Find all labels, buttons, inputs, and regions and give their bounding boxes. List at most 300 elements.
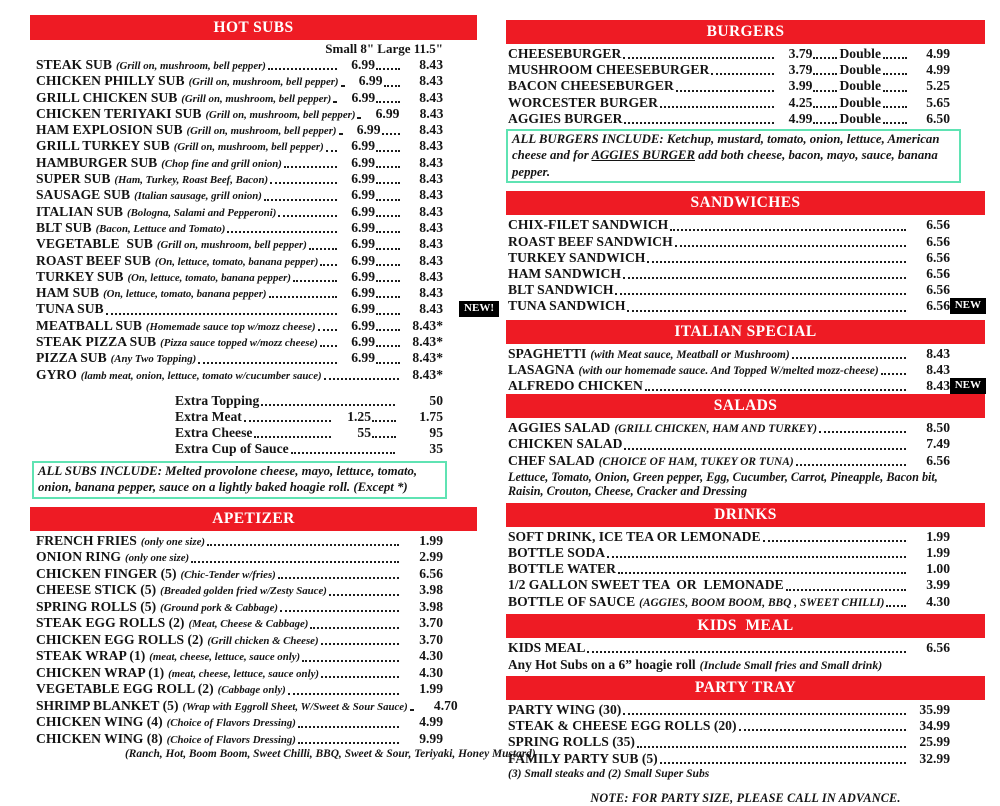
price-large: 8.43 bbox=[419, 105, 444, 121]
price: 35 bbox=[429, 440, 443, 456]
price-large: 8.43 bbox=[419, 171, 443, 187]
item-name: ROAST BEEF SUB bbox=[36, 252, 151, 268]
menu-column-left bbox=[30, 0, 536, 773]
price: 34.99 bbox=[919, 718, 950, 734]
dotted-leader bbox=[329, 594, 399, 596]
kids-note-detail: (Include Small fries and Small drink) bbox=[699, 658, 883, 672]
apetizer-list bbox=[30, 533, 477, 748]
dotted-leader bbox=[291, 452, 395, 454]
item-description: (Pizza sauce topped w/mozz cheese) bbox=[160, 337, 318, 350]
dotted-leader bbox=[711, 73, 774, 75]
price: 4.30 bbox=[419, 664, 443, 680]
dotted-leader bbox=[587, 651, 906, 653]
new-badge: NEW! bbox=[459, 301, 499, 317]
item-name: TURKEY SUB bbox=[36, 268, 124, 284]
item-name: BACON CHEESEBURGER bbox=[508, 78, 674, 94]
item-description: (Grill on, mushroom, bell pepper) bbox=[156, 239, 307, 252]
price-small: 6.99 bbox=[351, 252, 375, 268]
price: 2.99 bbox=[419, 549, 443, 565]
menu-item-row bbox=[30, 533, 477, 550]
dotted-leader bbox=[624, 448, 906, 450]
dotted-leader bbox=[280, 610, 399, 612]
double-label: Double bbox=[839, 94, 881, 110]
burgers-list bbox=[506, 46, 985, 127]
item-name: ONION RING bbox=[36, 549, 121, 565]
price: 1.99 bbox=[419, 681, 443, 697]
item-description: (meat, cheese, lettuce, sauce only) bbox=[168, 667, 319, 680]
dotted-leader bbox=[739, 729, 907, 731]
section-apetizer bbox=[30, 507, 536, 762]
menu-item-row bbox=[30, 698, 477, 715]
price: 8.43 bbox=[926, 345, 950, 361]
menu-item-row bbox=[30, 714, 477, 731]
item-name: BLT SANDWICH bbox=[508, 282, 614, 298]
price: 7.49 bbox=[926, 436, 950, 452]
price-large: 8.43* bbox=[412, 317, 443, 333]
price: 9.99 bbox=[419, 730, 443, 746]
dotted-leader bbox=[198, 362, 337, 364]
menu-item-row bbox=[30, 73, 477, 89]
menu-item-row bbox=[506, 362, 985, 378]
dotted-leader bbox=[309, 248, 337, 250]
item-name: CHICKEN WRAP (1) bbox=[36, 664, 165, 680]
menu-item-row bbox=[506, 561, 985, 577]
dotted-leader bbox=[284, 166, 337, 168]
item-name: KIDS MEAL bbox=[508, 639, 586, 655]
item-description: (Meat, Cheese & Cabbage) bbox=[188, 618, 309, 631]
item-name: BOTTLE SODA bbox=[508, 545, 606, 561]
dotted-leader bbox=[883, 122, 907, 124]
dotted-leader bbox=[376, 231, 400, 233]
item-description: (with our homemade sauce. And Topped W/melted mozz-cheese) bbox=[578, 364, 879, 377]
dotted-leader bbox=[293, 280, 337, 282]
section-kids-meal bbox=[506, 614, 985, 674]
dotted-leader bbox=[268, 68, 337, 70]
item-description: (On, lettuce, tomato, banana pepper) bbox=[103, 288, 267, 301]
dotted-leader bbox=[786, 589, 906, 591]
item-description: (CHOICE OF HAM, TUKEY OR TUNA) bbox=[598, 455, 794, 468]
menu-item-row bbox=[30, 318, 477, 334]
menu-item-row bbox=[175, 409, 443, 425]
dotted-leader bbox=[376, 313, 400, 315]
menu-item-row bbox=[175, 425, 443, 441]
dotted-leader bbox=[321, 643, 399, 645]
party-sub-detail-note: (3) Small steaks and (2) Small Super Subs bbox=[508, 766, 710, 780]
price-small: 6.99 bbox=[351, 285, 375, 301]
price-small: 6.99 bbox=[358, 73, 383, 89]
item-name: LASAGNA bbox=[508, 361, 575, 377]
all-burgers-include-note bbox=[506, 129, 961, 184]
hot-subs-header: HOT SUBS bbox=[30, 15, 477, 40]
item-description: (with Meat sauce, Meatball or Mushroom) bbox=[590, 348, 790, 361]
item-description: (meat, cheese, lettuce, sauce only) bbox=[149, 651, 301, 664]
item-description: (Grill on, mushroom, bell pepper) bbox=[181, 92, 332, 105]
menu-item-row bbox=[30, 90, 477, 106]
menu-item-row bbox=[506, 266, 985, 282]
item-name: GYRO bbox=[36, 366, 77, 382]
dotted-leader bbox=[376, 280, 400, 282]
dotted-leader bbox=[227, 231, 337, 233]
menu-item-row bbox=[506, 751, 985, 767]
item-description: (Breaded golden fried w/Zesty Sauce) bbox=[160, 585, 327, 598]
new-badge: NEW bbox=[950, 378, 986, 394]
menu-item-row bbox=[30, 566, 477, 583]
dotted-leader bbox=[376, 329, 400, 331]
price: 8.43 bbox=[926, 377, 950, 393]
menu-item-row bbox=[506, 453, 985, 469]
dotted-leader bbox=[376, 264, 400, 266]
price-small: 3.99 bbox=[788, 78, 813, 94]
dotted-leader bbox=[372, 436, 396, 438]
dotted-leader bbox=[106, 313, 337, 315]
price-small: 6.99 bbox=[351, 317, 375, 333]
item-name: HAM SANDWICH bbox=[508, 266, 621, 281]
price-large: 6.50 bbox=[926, 110, 950, 126]
item-name: TUNA SANDWICH bbox=[508, 298, 626, 314]
price: 6.56 bbox=[926, 217, 950, 233]
item-name: SUPER SUB bbox=[36, 171, 111, 187]
dotted-leader bbox=[264, 199, 337, 201]
item-description: (only one size) bbox=[140, 535, 206, 548]
price-large: 95 bbox=[429, 424, 443, 440]
price-small: 3.79 bbox=[788, 46, 813, 61]
kids-meal-list bbox=[506, 640, 985, 656]
dotted-leader bbox=[813, 90, 837, 92]
price-small: 3.79 bbox=[788, 62, 813, 78]
section-sandwiches bbox=[506, 191, 985, 314]
dotted-leader bbox=[623, 713, 906, 715]
price-large: 8.43 bbox=[419, 122, 443, 138]
hot-subs-list bbox=[30, 57, 494, 383]
price: 1.00 bbox=[926, 561, 950, 577]
dotted-leader bbox=[670, 229, 906, 231]
chef-salad-ingredients-note: Lettuce, Tomato, Onion, Green pepper, Egg, Cucumber, Carrot, Pineapple, Bacon bit, Raisin, Crouton, Cheese, Cracker and Dressing bbox=[508, 469, 938, 499]
menu-item-row bbox=[506, 346, 985, 362]
dotted-leader bbox=[645, 389, 906, 391]
item-name: CHEF SALAD bbox=[508, 452, 595, 468]
price: 3.99 bbox=[926, 577, 950, 593]
menu-item-row bbox=[30, 681, 477, 698]
menu-item-row bbox=[506, 420, 985, 436]
dotted-leader bbox=[624, 122, 774, 124]
item-name: CHEESE STICK (5) bbox=[36, 582, 157, 598]
dotted-leader bbox=[261, 404, 395, 406]
dotted-leader bbox=[333, 101, 337, 103]
price-large: 8.43 bbox=[419, 301, 443, 317]
dotted-leader bbox=[318, 329, 337, 331]
item-name: AGGIES SALAD bbox=[508, 420, 611, 436]
dotted-leader bbox=[326, 150, 337, 152]
item-description: (Any Two Topping) bbox=[110, 353, 197, 366]
sandwiches-list bbox=[506, 217, 985, 314]
dotted-leader bbox=[376, 362, 400, 364]
dotted-leader bbox=[269, 296, 337, 298]
price-small: 6.99 bbox=[351, 89, 376, 105]
price: 4.99 bbox=[419, 714, 443, 730]
item-name: STEAK WRAP (1) bbox=[36, 648, 146, 664]
menu-item-row bbox=[30, 171, 477, 187]
menu-item-row bbox=[30, 204, 477, 220]
menu-item-row bbox=[30, 285, 477, 301]
price-large: 8.43 bbox=[419, 285, 443, 301]
item-name: SPRING ROLLS (35) bbox=[508, 734, 635, 750]
menu-item-row bbox=[506, 282, 985, 298]
item-name: VEGETABLE EGG ROLL (2) bbox=[36, 681, 214, 697]
price-large: 8.43 bbox=[419, 252, 443, 268]
item-name: CHICKEN SALAD bbox=[508, 436, 623, 452]
dotted-leader bbox=[883, 90, 907, 92]
dotted-leader bbox=[813, 73, 837, 75]
dotted-leader bbox=[660, 106, 775, 108]
price-large: 8.43 bbox=[419, 138, 443, 154]
menu-item-row bbox=[506, 62, 985, 78]
menu-item-row bbox=[30, 665, 477, 682]
price-small: 6.99 bbox=[351, 154, 375, 170]
dotted-leader bbox=[615, 293, 906, 295]
item-name: FRENCH FRIES bbox=[36, 532, 137, 548]
dotted-leader bbox=[376, 296, 400, 298]
apetizer-header: APETIZER bbox=[30, 507, 477, 531]
section-burgers bbox=[506, 20, 985, 183]
item-name: PARTY WING (30) bbox=[508, 702, 622, 717]
item-description: (Grill on, mushroom, bell pepper) bbox=[186, 125, 337, 138]
item-description: (Chic-Tender w/fries) bbox=[180, 568, 276, 581]
price: 3.98 bbox=[419, 598, 443, 614]
item-name: MUSHROOM CHEESEBURGER bbox=[508, 62, 710, 78]
dotted-leader bbox=[244, 420, 331, 422]
price: 8.43 bbox=[926, 361, 950, 377]
item-name: 1/2 GALLON SWEET TEA OR LEMONADE bbox=[508, 577, 784, 593]
price-large: 8.43* bbox=[412, 350, 443, 366]
price-small: 6.99 bbox=[351, 57, 375, 72]
item-name: CHICKEN WING (8) bbox=[36, 730, 163, 746]
price-large: 8.43 bbox=[419, 219, 443, 235]
dotted-leader bbox=[320, 264, 337, 266]
item-name: PIZZA SUB bbox=[36, 350, 107, 366]
menu-item-row bbox=[506, 217, 985, 233]
dotted-leader bbox=[607, 556, 906, 558]
item-name: SOFT DRINK, ICE TEA OR LEMONADE bbox=[508, 528, 761, 544]
price: 6.56 bbox=[926, 639, 950, 655]
menu-item-row bbox=[30, 615, 477, 632]
price: 35.99 bbox=[919, 702, 950, 717]
price-small: 4.99 bbox=[788, 110, 813, 126]
all-subs-include-note bbox=[32, 461, 447, 499]
item-name: Extra Cheese bbox=[175, 424, 253, 440]
dotted-leader bbox=[792, 357, 906, 359]
dotted-leader bbox=[321, 676, 399, 678]
price-large: 4.99 bbox=[926, 46, 950, 61]
dotted-leader bbox=[813, 122, 837, 124]
price: 4.30 bbox=[926, 593, 950, 609]
price-small: 6.99 bbox=[356, 122, 381, 138]
menu-item-row bbox=[506, 577, 985, 593]
price: 3.70 bbox=[419, 615, 443, 631]
item-name: CHICKEN TERIYAKI SUB bbox=[36, 105, 202, 121]
menu-item-row bbox=[506, 378, 985, 394]
section-drinks bbox=[506, 503, 985, 610]
menu-item-row bbox=[506, 718, 985, 734]
price-large: 8.43 bbox=[419, 187, 443, 203]
price: 6.56 bbox=[926, 282, 950, 298]
item-description: (Ham, Turkey, Roast Beef, Bacon) bbox=[114, 174, 269, 187]
item-description: (Grill on, mushroom, bell pepper) bbox=[205, 108, 356, 121]
item-name: CHICKEN EGG ROLLS (2) bbox=[36, 631, 204, 647]
menu-item-row bbox=[30, 301, 494, 317]
item-name: STEAK SUB bbox=[36, 57, 112, 72]
menu-item-row bbox=[506, 234, 985, 250]
price: 6.56 bbox=[419, 565, 443, 581]
dotted-leader bbox=[813, 57, 837, 59]
price-large: 8.43 bbox=[419, 203, 443, 219]
item-description: (Choice of Flavors Dressing) bbox=[166, 717, 296, 730]
dotted-leader bbox=[191, 561, 399, 563]
double-label: Double bbox=[839, 110, 881, 126]
kids-note-main: Any Hot Subs on a 6” hoagie roll bbox=[508, 657, 696, 672]
dotted-leader bbox=[883, 106, 907, 108]
dotted-leader bbox=[278, 577, 399, 579]
dotted-leader bbox=[324, 378, 399, 380]
dotted-leader bbox=[675, 245, 906, 247]
item-name: SPRING ROLLS (5) bbox=[36, 598, 157, 614]
item-name: HAM SUB bbox=[36, 285, 100, 301]
dotted-leader bbox=[376, 166, 400, 168]
menu-item-row bbox=[30, 155, 477, 171]
item-name: SAUSAGE SUB bbox=[36, 187, 131, 203]
price-small: 6.99 bbox=[351, 350, 375, 366]
extras-list bbox=[175, 393, 443, 457]
price-small: 4.25 bbox=[788, 94, 813, 110]
item-name: TUNA SUB bbox=[36, 301, 104, 317]
dotted-leader bbox=[376, 345, 400, 347]
item-name: HAM EXPLOSION SUB bbox=[36, 122, 183, 138]
dotted-leader bbox=[376, 182, 400, 184]
price-small: 6.99 bbox=[351, 171, 375, 187]
sandwiches-header: SANDWICHES bbox=[506, 191, 985, 215]
dotted-leader bbox=[410, 709, 414, 711]
dotted-leader bbox=[278, 215, 337, 217]
item-description: (Wrap with Eggroll Sheet, W/Sweet & Sour Sauce) bbox=[182, 700, 408, 713]
menu-item-row bbox=[30, 648, 477, 665]
price: 8.43* bbox=[412, 366, 443, 382]
dotted-leader bbox=[883, 57, 907, 59]
double-label: Double bbox=[839, 62, 881, 78]
dotted-leader bbox=[288, 693, 399, 695]
item-description: (Grill on, mushroom, bell pepper) bbox=[173, 141, 324, 154]
menu-item-row bbox=[506, 78, 985, 94]
item-name: WORCESTER BURGER bbox=[508, 94, 658, 110]
item-name: CHICKEN WING (4) bbox=[36, 714, 163, 730]
item-name: Extra Cup of Sauce bbox=[175, 440, 289, 456]
dotted-leader bbox=[376, 199, 400, 201]
dotted-leader bbox=[310, 627, 399, 629]
note-text: add both cheese, bacon, mayo, sauce, banana pepper. bbox=[512, 148, 938, 179]
menu-item-row bbox=[30, 220, 477, 236]
dotted-leader bbox=[382, 133, 401, 135]
item-description: (Chop fine and grill onion) bbox=[161, 157, 282, 170]
item-name: GRILL TURKEY SUB bbox=[36, 138, 170, 154]
menu-item-row bbox=[30, 334, 477, 350]
item-name: MEATBALL SUB bbox=[36, 317, 142, 333]
dotted-leader bbox=[647, 261, 906, 263]
item-description: (Choice of Flavors Dressing) bbox=[166, 733, 296, 746]
price: 4.30 bbox=[419, 648, 443, 664]
price-small: 55 bbox=[357, 424, 371, 440]
price-large: 5.25 bbox=[926, 78, 950, 94]
item-description: (On, lettuce, tomato, banana pepper) bbox=[154, 255, 319, 268]
drinks-list bbox=[506, 529, 985, 610]
note-text: ALL BURGERS INCLUDE: Ketchup, mustard, tomato, onion, lettuce, American cheese and for bbox=[512, 131, 940, 163]
price: 6.56 bbox=[926, 249, 950, 265]
menu-item-row bbox=[30, 582, 477, 599]
dotted-leader bbox=[623, 57, 774, 59]
double-label: Double bbox=[839, 46, 881, 61]
menu-item-row bbox=[506, 298, 985, 314]
item-name: TURKEY SANDWICH bbox=[508, 249, 646, 265]
price: 6.56 bbox=[926, 298, 950, 314]
menu-item-row bbox=[30, 57, 477, 73]
kids-meal-note bbox=[506, 656, 985, 674]
salads-header: SALADS bbox=[506, 394, 985, 418]
dotted-leader bbox=[623, 277, 906, 279]
price: 6.56 bbox=[926, 233, 950, 249]
section-party-tray bbox=[506, 676, 985, 781]
party-tray-header: PARTY TRAY bbox=[506, 676, 985, 700]
menu-item-row bbox=[175, 393, 443, 409]
item-name: BOTTLE WATER bbox=[508, 561, 616, 577]
price-large: 1.75 bbox=[419, 408, 443, 424]
menu-item-row bbox=[30, 187, 477, 203]
dotted-leader bbox=[298, 726, 399, 728]
item-name: SHRIMP BLANKET (5) bbox=[36, 697, 179, 713]
item-name: STEAK PIZZA SUB bbox=[36, 334, 157, 350]
price: 3.70 bbox=[419, 631, 443, 647]
price: 6.56 bbox=[926, 452, 950, 468]
item-description: (Bacon, Lettuce and Tomato) bbox=[95, 222, 226, 235]
price-small: 6.99 bbox=[351, 301, 375, 317]
price: 25.99 bbox=[919, 734, 950, 750]
menu-item-row bbox=[30, 549, 477, 566]
item-name: AGGIES BURGER bbox=[508, 110, 623, 126]
item-name: ROAST BEEF SANDWICH bbox=[508, 233, 673, 249]
price-large: 8.43 bbox=[419, 268, 443, 284]
menu-item-row bbox=[30, 122, 477, 138]
double-label: Double bbox=[839, 78, 881, 94]
size-header: Small 8" Large 11.5" bbox=[325, 41, 443, 56]
price: 1.99 bbox=[926, 545, 950, 561]
price: 32.99 bbox=[919, 750, 950, 766]
dotted-leader bbox=[254, 436, 331, 438]
item-description: (lamb meat, onion, lettuce, tomato w/cucumber sauce) bbox=[80, 369, 322, 382]
price-small: 6.99 bbox=[351, 236, 375, 252]
menu-item-row bbox=[506, 734, 985, 750]
party-tray-list bbox=[506, 702, 985, 767]
item-name: CHIX-FILET SANDWICH bbox=[508, 217, 669, 233]
menu-item-row bbox=[506, 529, 985, 545]
item-description: (only one size) bbox=[124, 552, 190, 565]
item-name: CHICKEN FINGER (5) bbox=[36, 565, 177, 581]
item-name: Extra Topping bbox=[175, 392, 260, 408]
item-description: (Bologna, Salami and Pepperoni) bbox=[127, 206, 277, 219]
menu-item-row bbox=[506, 594, 985, 610]
party-size-advance-note: NOTE: FOR PARTY SIZE, PLEASE CALL IN ADVANCE. bbox=[590, 790, 901, 805]
italian-special-list bbox=[506, 346, 985, 395]
menu-item-row bbox=[506, 95, 985, 111]
item-name: BLT SUB bbox=[36, 219, 92, 235]
dotted-leader bbox=[302, 660, 399, 662]
menu-item-row bbox=[30, 599, 477, 616]
item-description: (Grill on, mushroom, bell pepper) bbox=[188, 76, 339, 89]
